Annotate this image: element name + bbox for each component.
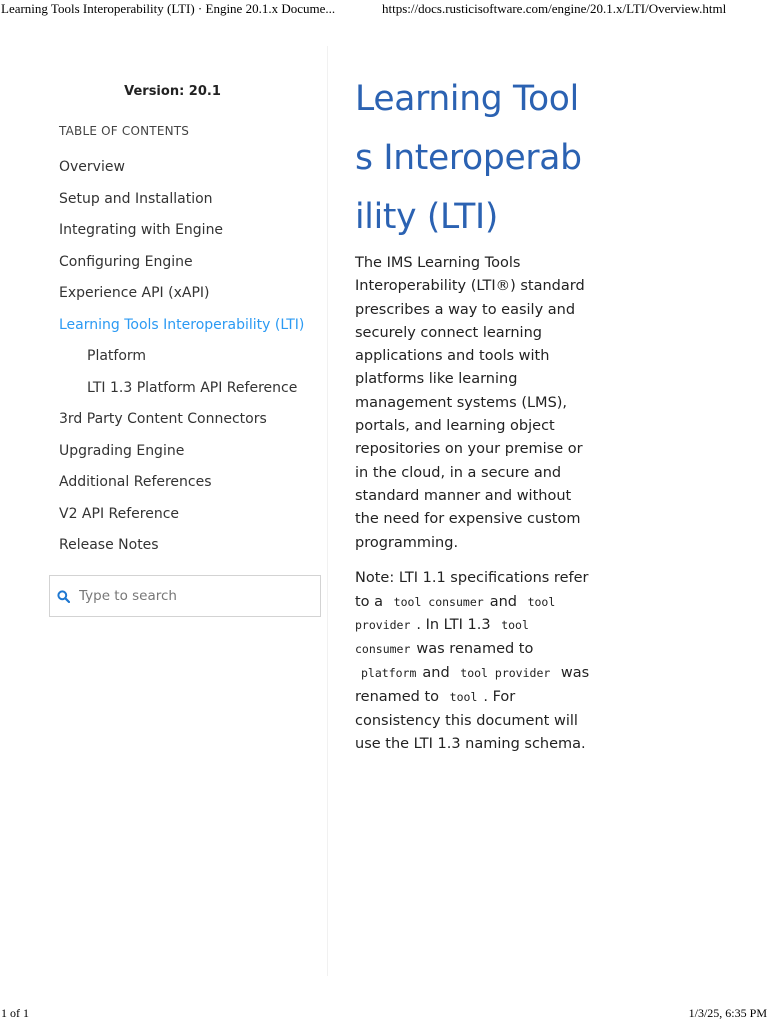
toc-item-lti-platform-api-reference[interactable]: LTI 1.3 Platform API Reference: [87, 379, 298, 396]
note-text-6: was renamed to: [355, 665, 590, 705]
note-text-4: was renamed to: [416, 641, 534, 658]
print-header-url: https://docs.rusticisoftware.com/engine/20.1.x/LTI/Overview.html: [382, 1, 727, 16]
note-paragraph: [355, 567, 590, 757]
print-header-title: Learning Tools Interoperability (LTI) · Engine 20.1.x Docume...: [1, 1, 336, 16]
version-label: Version: 20.1: [124, 84, 221, 99]
toc-item-release-notes[interactable]: Release Notes: [59, 537, 159, 553]
search-box[interactable]: [49, 575, 321, 617]
note-text-2: and: [489, 593, 517, 610]
toc-item-setup-and-installation[interactable]: Setup and Installation: [59, 190, 213, 207]
toc-item-integrating-with-engine[interactable]: Integrating with Engine: [59, 222, 224, 238]
toc-item-additional-references[interactable]: Additional References: [59, 474, 212, 490]
page-title: Learning Tools Interoperability (LTI): [355, 79, 582, 237]
toc-item-v2-api-reference[interactable]: V2 API Reference: [59, 505, 180, 522]
print-footer: [0, 1000, 768, 1024]
print-header: [0, 0, 768, 18]
main-content: [355, 70, 590, 757]
toc-title: TABLE OF CONTENTS: [59, 124, 190, 138]
note-text-1: Note: LTI 1.1 specifications refer to a: [355, 569, 589, 610]
code-tool-provider: tool provider: [355, 594, 556, 633]
toc-item-overview[interactable]: Overview: [59, 159, 125, 175]
toc-item-platform[interactable]: Platform: [87, 348, 147, 364]
code-platform: platform: [361, 666, 417, 681]
table-of-contents: [59, 157, 304, 567]
print-date: 1/3/25, 6:35 PM: [688, 1006, 767, 1020]
code-tool-consumer-2: tool consumer: [355, 618, 529, 657]
code-tool-provider-2: tool provider: [460, 666, 551, 681]
code-tool: tool: [449, 689, 478, 704]
note-text-7: . For consistency this document will use the LTI 1.3 naming schema.: [355, 688, 586, 753]
toc-item-3rd-party-content-connectors[interactable]: 3rd Party Content Connectors: [59, 411, 267, 427]
toc-item-lti[interactable]: Learning Tools Interoperability (LTI): [59, 316, 305, 333]
search-icon: [56, 589, 70, 603]
search-input[interactable]: [79, 588, 309, 604]
toc-item-upgrading-engine[interactable]: Upgrading Engine: [59, 442, 185, 459]
toc-item-experience-api[interactable]: Experience API (xAPI): [59, 285, 210, 301]
note-text-3: . In LTI 1.3: [416, 617, 491, 634]
toc-item-configuring-engine[interactable]: Configuring Engine: [59, 253, 193, 270]
intro-paragraph: The IMS Learning Tools Interoperability (LTI®) standard prescribes a way to easily and securely connect learning applications and tools with platforms like learning management systems (LMS), portals, and learning object repositories on your premise or in the cloud, in a secure and standard manner and without the need for expensive custom programming.: [355, 255, 585, 551]
note-text-5: and: [422, 665, 450, 682]
code-tool-consumer: tool consumer: [393, 594, 484, 609]
page-count: 1 of 1: [1, 1006, 29, 1020]
